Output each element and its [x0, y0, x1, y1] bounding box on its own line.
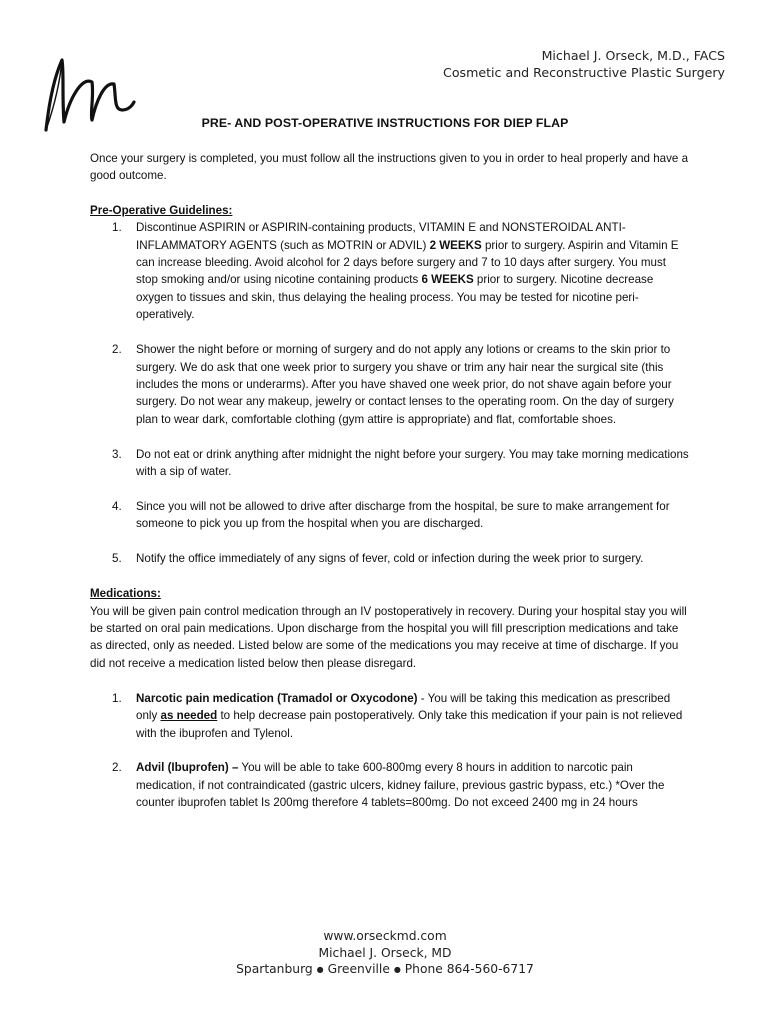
- bullet-icon: ●: [316, 965, 324, 975]
- preop-list: [90, 219, 690, 568]
- medications-paragraph: You will be given pain control medication through an IV postoperatively in recovery. During your hospital stay you will be started on oral pain medications. Upon discharge from the hospital you will fill prescription medications and take as directed, only as needed. Listed below are some of the medications you may receive at time of discharge. If you did not receive a medication listed below then please disregard.: [90, 604, 687, 670]
- footer-name: Michael J. Orseck, MD: [318, 945, 452, 960]
- surgeon-name: Michael J. Orseck, M.D., FACS: [541, 48, 725, 63]
- list-item: 1. Narcotic pain medication (Tramadol or Oxycodone) - You will be taking this medication as prescribed only as needed to help decrease pain postoperatively. Only take this medication if your pain is not relieved with the ibuprofen and Tylenol.: [112, 691, 683, 740]
- practice-header: [443, 47, 725, 81]
- bullet-icon: ●: [393, 965, 401, 975]
- intro-paragraph: Once your surgery is completed, you must follow all the instructions given to you in order to heal properly and have a good outcome.: [90, 152, 689, 183]
- preop-section: [90, 202, 690, 568]
- footer-website[interactable]: www.orseckmd.com: [323, 929, 447, 943]
- footer-contact: Spartanburg ● Greenville ● Phone 864-560-6717: [236, 962, 534, 977]
- list-item: 2. Advil (Ibuprofen) – You will be able to take 600-800mg every 8 hours in addition to narcotic pain medication, if not contraindicated (gastric ulcers, kidney failure, previous gastric bypass, etc.) *Over the counter ibuprofen tablet Is 200mg therefore 4 tablets=800mg. Do not exceed 2400 mg in 24 hours: [112, 761, 665, 810]
- medications-section: [90, 585, 690, 811]
- list-item: 5. Notify the office immediately of any signs of fever, cold or infection during the week prior to surgery.: [112, 552, 644, 566]
- preop-heading: Pre-Operative Guidelines:: [90, 203, 233, 217]
- document-title: PRE- AND POST-OPERATIVE INSTRUCTIONS FOR DIEP FLAP: [201, 116, 569, 130]
- medications-list: [90, 690, 690, 812]
- document-body: [90, 150, 690, 812]
- medications-heading: Medications:: [90, 587, 161, 601]
- list-item: 1. Discontinue ASPIRIN or ASPIRIN-containing products, VITAMIN E and NONSTEROIDAL ANTI-INFLAMMATORY AGENTS (such as MOTRIN or ADVIL) 2 WEEKS prior to surgery. Aspirin and Vitamin E can increase bleeding. Avoid alcohol for 2 days before surgery and 7 to 10 days after surgery. You must stop smoking and/or using nicotine containing products 6 WEEKS prior to surgery. Nicotine decrease oxygen to tissues and skin, thus delaying the healing process. You may be tested for nicotine peri-operatively.: [112, 221, 679, 322]
- list-item: 3. Do not eat or drink anything after midnight the night before your surgery. You may take morning medications with a sip of water.: [112, 447, 689, 479]
- list-item: 2. Shower the night before or morning of surgery and do not apply any lotions or creams to the skin prior to surgery. We do ask that one week prior to surgery you shave or trim any hair near the surgical site (this includes the mons or underarms). After you have shaved one week prior, do not shave again before your surgery. Do not wear any makeup, jewelry or contact lenses to the operating room. On the day of surgery plan to wear dark, comfortable clothing (gym attire is appropriate) and flat, comfortable shoes.: [112, 343, 674, 426]
- list-item: 4. Since you will not be allowed to drive after discharge from the hospital, be sure to make arrangement for someone to pick you up from the hospital when you are discharged.: [112, 500, 670, 531]
- surgeon-specialty: Cosmetic and Reconstructive Plastic Surgery: [443, 65, 725, 80]
- page-footer: [0, 928, 770, 979]
